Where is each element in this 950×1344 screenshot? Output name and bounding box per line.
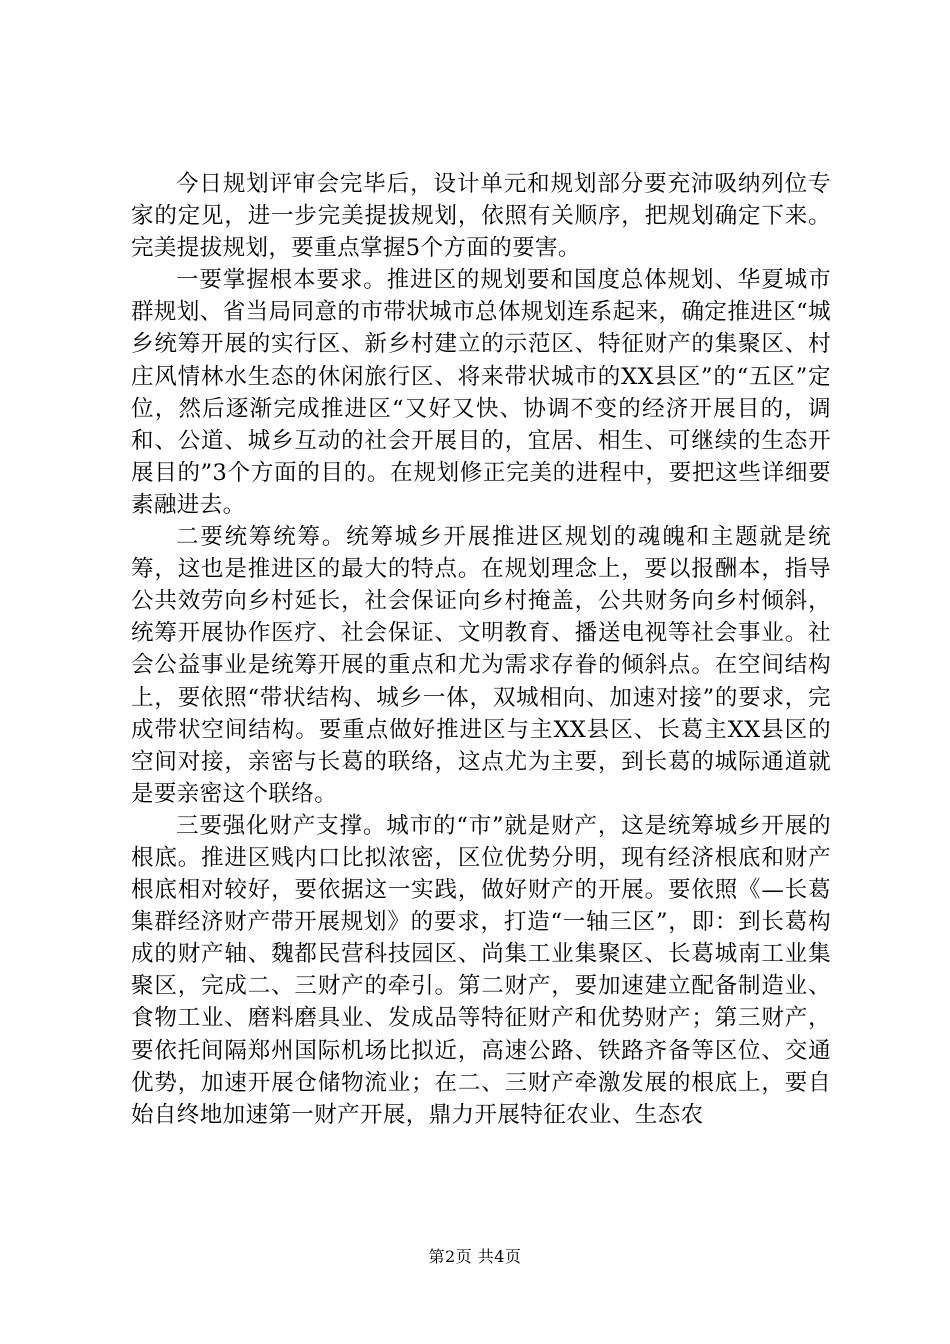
- paragraph-coordination: 二要统筹统筹。统筹城乡开展推进区规划的魂魄和主题就是统筹，这也是推进区的最大的特点。在规划理念上，要以报酬本，指导公共效劳向乡村延长，社会保证向乡村掩盖，公共财务向乡村倾斜，统筹开展协作医疗、社会保证、文明教育、播送电视等社会事业。社会公益事业是统筹开展的重点和尤为需求存眷的倾斜点。在空间结构上，要依照“带状结构、城乡一体，双城相向、加速对接”的要求，完成带状空间结构。要重点做好推进区与主XX县区、长葛主XX县区的空间对接，亲密与长葛的联络，这点尤为主要，到长葛的城际通道就是要亲密这个联络。: [131, 524, 831, 807]
- paragraph-intro: 今日规划评审会完毕后，设计单元和规划部分要充沛吸纳列位专家的定见，进一步完美提拔规划，依照有关顺序，把规划确定下来。完美提拔规划，要重点掌握5个方面的要害。: [131, 171, 831, 262]
- document-body: [131, 168, 831, 1131]
- paragraph-basic-requirements: 一要掌握根本要求。推进区的规划要和国度总体规划、华夏城市群规划、省当局同意的市带状城市总体规划连系起来，确定推进区“城乡统筹开展的实行区、新乡村建立的示范区、特征财产的集聚区、村庄风情林水生态的休闲旅行区、将来带状城市的XX县区”的“五区”定位，然后逐渐完成推进区“又好又快、协调不变的经济开展目的，调和、公道、城乡互动的社会开展目的，宜居、相生、可继续的生态开展目的”3个方面的目的。在规划修正完美的进程中，要把这些详细要素融进去。: [131, 267, 831, 518]
- page-number-footer: 第2页 共4页: [428, 1247, 522, 1266]
- paragraph-industry-support: 三要强化财产支撑。城市的“市”就是财产，这是统筹城乡开展的根底。推进区贱内口比拟浓密，区位优势分明，现有经济根底和财产根底相对较好，要依据这一实践，做好财产的开展。要依照《—长葛集群经济财产带开展规划》的要求，打造“一轴三区”，即：到长葛构成的财产轴、魏都民营科技园区、尚集工业集聚区、长葛城南工业集聚区，完成二、三财产的牵引。第二财产，要加速建立配备制造业、食物工业、磨料磨具业、发成品等特征财产和优势财产；第三财产，要依托间隔郑州国际机场比拟近，高速公路、铁路齐备等区位、交通优势，加速开展仓储物流业；在二、三财产牵激发展的根底上，要自始自终地加速第一财产开展，鼎力开展特征农业、生态农: [131, 812, 831, 1128]
